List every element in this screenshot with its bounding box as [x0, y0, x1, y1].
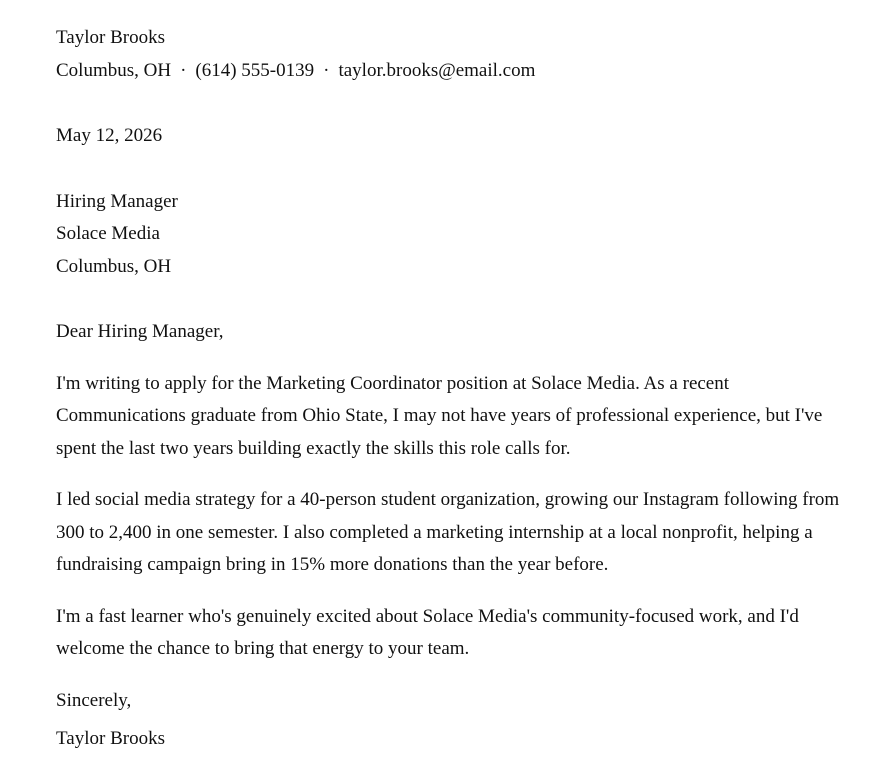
sender-contact-line: [56, 55, 856, 88]
recipient-title: Hiring Manager: [56, 190, 178, 212]
sender-city: Columbus, OH: [56, 59, 172, 81]
recipient-city: Columbus, OH: [56, 255, 172, 277]
separator-dot: ·: [323, 59, 330, 81]
closing: Sincerely,: [56, 689, 132, 711]
sender-phone: (614) 555-0139: [195, 59, 315, 81]
body-paragraph-2: I led social media strategy for a 40-person student organization, growing our Instagram following from 300 to 2,400 in one semester. I also completed a marketing internship at a local nonprofit, helping a fundraising campaign bring in 15% more donations than the year before.: [56, 489, 840, 575]
letter-body: [56, 368, 856, 666]
letter-date: May 12, 2026: [56, 125, 163, 146]
recipient-block: [56, 186, 856, 284]
sender-email: taylor.brooks@email.com: [338, 59, 536, 81]
salutation: Dear Hiring Manager,: [56, 321, 224, 342]
signature: Taylor Brooks: [56, 728, 165, 749]
recipient-company: Solace Media: [56, 223, 160, 244]
sender-name: Taylor Brooks: [56, 27, 165, 48]
body-paragraph-1: I'm writing to apply for the Marketing Coordinator position at Solace Media. As a recent Communications graduate from Ohio State, I may not have years of professional experience, but I've spent the last two years building exactly the skills this role calls for.: [56, 372, 823, 459]
separator-dot: ·: [180, 59, 187, 81]
sender-block: [56, 22, 856, 87]
body-paragraph-3: I'm a fast learner who's genuinely excited about Solace Media's community-focused work, and I'd welcome the chance to bring that energy to your team.: [56, 605, 799, 659]
